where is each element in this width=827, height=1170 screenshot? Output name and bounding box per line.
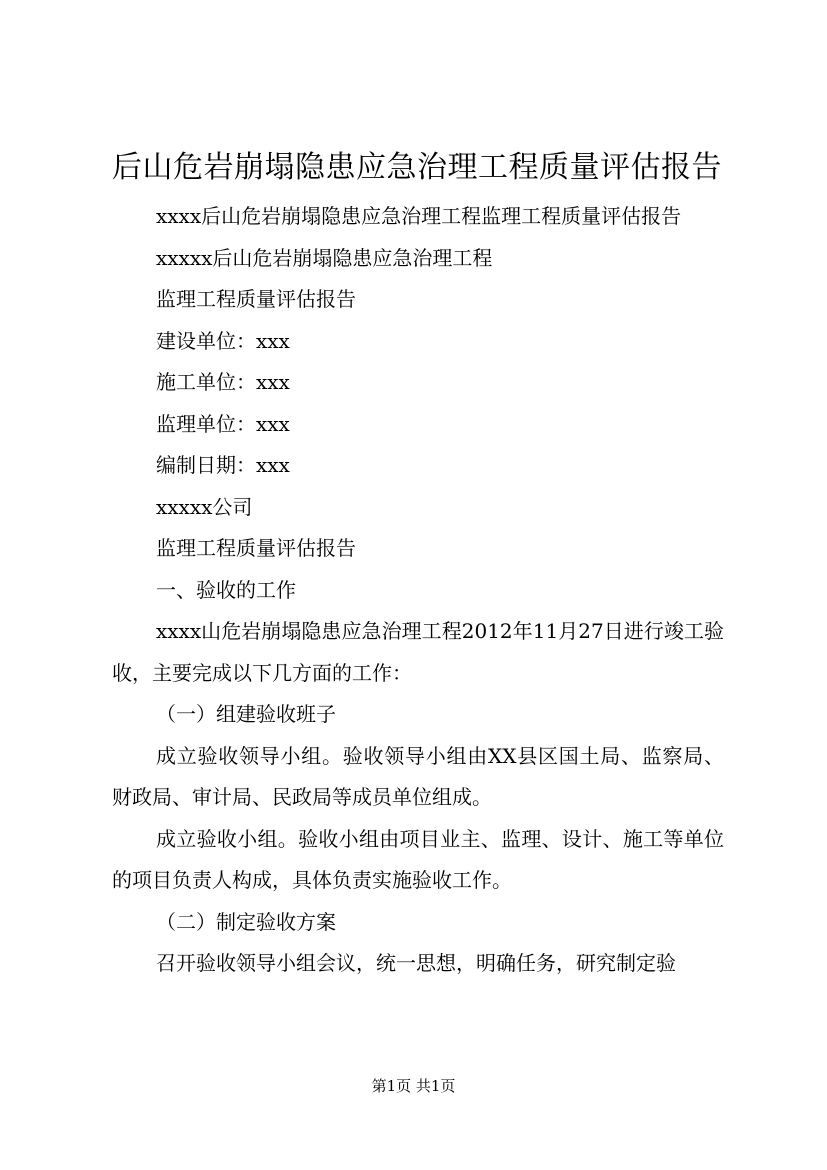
paragraph-project-name: xxxxx后山危岩崩塌隐患应急治理工程 <box>156 245 493 270</box>
paragraph-report-heading: xxxx后山危岩崩塌隐患应急治理工程监理工程质量评估报告 <box>156 204 682 228</box>
paragraph-leadership-group: 成立验收领导小组。验收领导小组由XX县区国土局、监察局、财政局、审计局、民政局等成员单位组成。 <box>112 743 724 809</box>
subheading-team: （一）组建验收班子 <box>156 702 336 726</box>
paragraph-construction-unit: 建设单位：xxx <box>156 328 290 353</box>
paragraph-date: 编制日期：xxx <box>156 453 290 477</box>
paragraph-report-title-2: 监理工程质量评估报告 <box>156 536 356 560</box>
section-heading-acceptance-work: 一、验收的工作 <box>156 577 296 602</box>
paragraph-report-title: 监理工程质量评估报告 <box>156 287 356 311</box>
document-title: 后山危岩崩塌隐患应急治理工程质量评估报告 <box>112 150 722 185</box>
paragraph-supervisor: 监理单位：xxx <box>156 411 290 436</box>
paragraph-contractor: 施工单位：xxx <box>156 370 290 394</box>
paragraph-company: xxxxx公司 <box>156 494 253 519</box>
paragraph-meeting: 召开验收领导小组会议，统一思想，明确任务，研究制定验 <box>156 951 676 975</box>
subheading-plan: （二）制定验收方案 <box>156 909 336 934</box>
paragraph-acceptance-intro: xxxx山危岩崩塌隐患应急治理工程2012年11月27日进行竣工验收，主要完成以下几方面的工作： <box>112 619 724 685</box>
document-body <box>112 196 724 985</box>
paragraph-acceptance-group: 成立验收小组。验收小组由项目业主、监理、设计、施工等单位的项目负责人构成，具体负责实施验收工作。 <box>112 826 724 892</box>
page-footer: 第1页 共1页 <box>371 1077 456 1095</box>
